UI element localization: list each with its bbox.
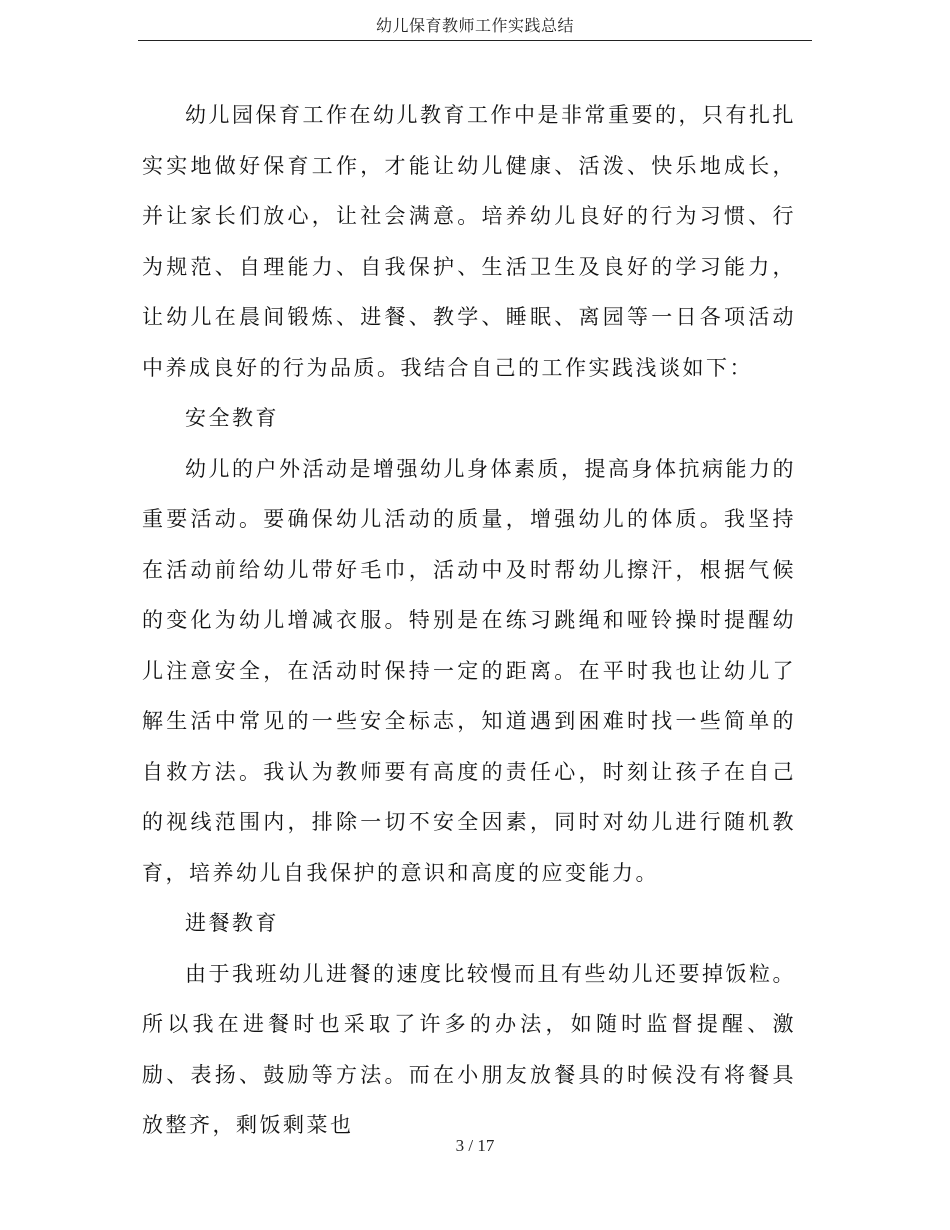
document-body [142, 90, 796, 1151]
page-number: 3 / 17 [455, 1136, 495, 1155]
section-heading-meals: 进餐教育 [185, 911, 279, 935]
document-title: 幼儿保育教师工作实践总结 [375, 16, 574, 35]
safety-paragraph: 幼儿的户外活动是增强幼儿身体素质，提高身体抗病能力的重要活动。要确保幼儿活动的质量，增强幼儿的体质。我坚持在活动前给幼儿带好毛巾，活动中及时帮幼儿擦汗，根据气候的变化为幼儿增减衣服。特别是在练习跳绳和哑铃操时提醒幼儿注意安全，在活动时保持一定的距离。在平时我也让幼儿了解生活中常见的一些安全标志，知道遇到困难时找一些简单的自救方法。我认为教师要有高度的责任心，时刻让孩子在自己的视线范围内，排除一切不安全因素，同时对幼儿进行随机教育，培养幼儿自我保护的意识和高度的应变能力。 [142, 456, 796, 885]
page-header [138, 14, 812, 41]
meals-paragraph: 由于我班幼儿进餐的速度比较慢而且有些幼儿还要掉饭粒。所以我在进餐时也采取了许多的办法，如随时监督提醒、激励、表扬、鼓励等方法。而在小朋友放餐具的时候没有将餐具放整齐，剩饭剩菜也 [142, 961, 796, 1137]
intro-paragraph: 幼儿园保育工作在幼儿教育工作中是非常重要的，只有扎扎实实地做好保育工作，才能让幼儿健康、活泼、快乐地成长，并让家长们放心，让社会满意。培养幼儿良好的行为习惯、行为规范、自理能力、自我保护、生活卫生及良好的学习能力，让幼儿在晨间锻炼、进餐、教学、睡眠、离园等一日各项活动中养成良好的行为品质。我结合自己的工作实践浅谈如下： [142, 103, 796, 380]
section-heading-safety: 安全教育 [185, 406, 279, 430]
